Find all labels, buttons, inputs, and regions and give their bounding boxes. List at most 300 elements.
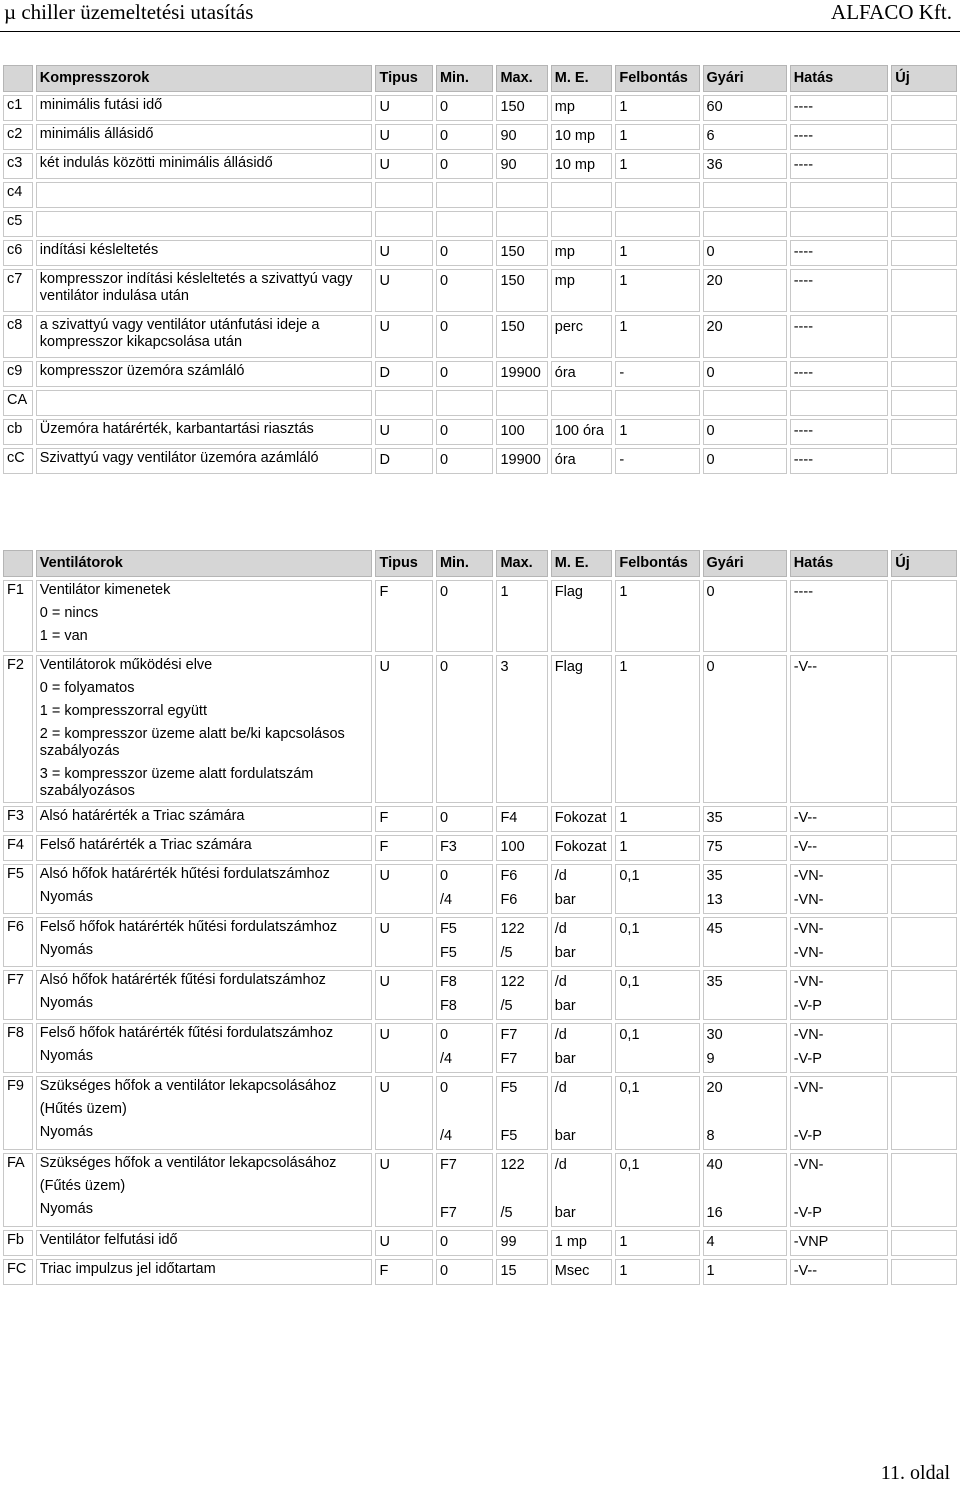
cell-felb: 1 — [615, 124, 699, 150]
table-row — [3, 390, 957, 416]
param-option: Nyomás — [39, 995, 93, 1011]
cell-max: 100 — [496, 835, 547, 861]
cell-hatas: ---- — [790, 315, 889, 358]
cell-gyari: 20 8 — [703, 1076, 787, 1150]
param-code: cC — [3, 448, 33, 474]
cell-hatas: ---- — [790, 448, 889, 474]
cell-me: 10 mp — [551, 124, 613, 150]
cell-gyari: 35 13 — [703, 864, 787, 914]
cell-tipus: U — [375, 419, 432, 445]
table-row — [3, 970, 957, 1020]
param-option: (Hűtés üzem) — [39, 1101, 127, 1117]
cell-hatas: -V-- — [790, 806, 889, 832]
param-code: c7 — [3, 269, 33, 312]
cell-uj — [891, 95, 957, 121]
param-option: 1 = van — [39, 628, 88, 644]
param-label: Felső határérték a Triac számára — [39, 837, 252, 853]
cell-tipus: U — [375, 1023, 432, 1073]
param-description — [36, 448, 373, 474]
table-row — [3, 917, 957, 967]
header-uj: Új — [891, 65, 957, 92]
cell-hatas: ---- — [790, 95, 889, 121]
param-description — [36, 419, 373, 445]
cell-min: 0 — [436, 580, 493, 652]
table-row — [3, 655, 957, 803]
document-title: µ chiller üzemeltetési utasítás — [4, 0, 254, 24]
cell-me: 100 óra — [551, 419, 613, 445]
table-row — [3, 95, 957, 121]
cell-felb: 1 — [615, 240, 699, 266]
cell-hatas: -V-- — [790, 1259, 889, 1285]
cell-min: 0 — [436, 95, 493, 121]
param-description — [36, 1076, 373, 1150]
cell-min — [436, 390, 493, 416]
param-code: c2 — [3, 124, 33, 150]
cell-tipus — [375, 211, 432, 237]
table-row — [3, 1153, 957, 1227]
cell-uj — [891, 1076, 957, 1150]
cell-tipus: U — [375, 1076, 432, 1150]
cell-uj — [891, 917, 957, 967]
cell-hatas: -V-- — [790, 655, 889, 803]
cell-gyari: 6 — [703, 124, 787, 150]
cell-felb: 1 — [615, 655, 699, 803]
cell-me — [551, 211, 613, 237]
cell-tipus: D — [375, 448, 432, 474]
cell-hatas: -VN- -V-P — [790, 1153, 889, 1227]
cell-felb: 1 — [615, 419, 699, 445]
cell-me: óra — [551, 361, 613, 387]
param-label: Üzemóra határérték, karbantartási riasztás — [39, 421, 314, 437]
cell-max — [496, 211, 547, 237]
param-label: Triac impulzus jel időtartam — [39, 1261, 216, 1277]
cell-tipus: F — [375, 806, 432, 832]
param-code: Fb — [3, 1230, 33, 1256]
cell-me: Flag — [551, 580, 613, 652]
cell-felb: 1 — [615, 806, 699, 832]
cell-me: 10 mp — [551, 153, 613, 179]
cell-gyari: 75 — [703, 835, 787, 861]
table-row — [3, 1259, 957, 1285]
param-option: 3 = kompresszor üzeme alatt fordulatszám szabályozásos — [39, 766, 314, 799]
cell-uj — [891, 835, 957, 861]
cell-felb — [615, 182, 699, 208]
cell-uj — [891, 240, 957, 266]
cell-gyari — [703, 390, 787, 416]
param-description — [36, 917, 373, 967]
cell-gyari: 4 — [703, 1230, 787, 1256]
cell-hatas: -VN- -VN- — [790, 917, 889, 967]
param-code: c8 — [3, 315, 33, 358]
param-description — [36, 211, 373, 237]
cell-tipus: U — [375, 269, 432, 312]
cell-hatas: -VNP — [790, 1230, 889, 1256]
cell-gyari: 36 — [703, 153, 787, 179]
cell-uj — [891, 315, 957, 358]
header-code — [3, 550, 33, 577]
cell-uj — [891, 211, 957, 237]
param-code: c1 — [3, 95, 33, 121]
cell-uj — [891, 153, 957, 179]
cell-min: 0 /4 — [436, 1023, 493, 1073]
cell-max: 100 — [496, 419, 547, 445]
cell-felb: 0,1 — [615, 1153, 699, 1227]
cell-felb: 1 — [615, 835, 699, 861]
cell-felb: 0,1 — [615, 917, 699, 967]
cell-me: /d bar — [551, 917, 613, 967]
param-label: minimális állásidő — [39, 126, 154, 142]
cell-uj — [891, 1230, 957, 1256]
param-option: Nyomás — [39, 942, 93, 958]
param-label: kompresszor üzemóra számláló — [39, 363, 245, 379]
cell-felb: 1 — [615, 269, 699, 312]
cell-hatas: ---- — [790, 361, 889, 387]
cell-min — [436, 182, 493, 208]
param-code: F9 — [3, 1076, 33, 1150]
param-option: 1 = kompresszorral együtt — [39, 703, 207, 719]
cell-max: F4 — [496, 806, 547, 832]
cell-uj — [891, 124, 957, 150]
param-description — [36, 1230, 373, 1256]
param-description — [36, 240, 373, 266]
cell-min: 0 — [436, 153, 493, 179]
cell-uj — [891, 448, 957, 474]
header-felb: Felbontás — [615, 550, 699, 577]
cell-tipus: F — [375, 580, 432, 652]
param-label: Alsó hőfok határérték hűtési fordulatszámhoz — [39, 866, 330, 882]
cell-felb: 1 — [615, 315, 699, 358]
param-description — [36, 95, 373, 121]
cell-gyari — [703, 182, 787, 208]
cell-uj — [891, 419, 957, 445]
cell-me: Flag — [551, 655, 613, 803]
cell-felb: 0,1 — [615, 970, 699, 1020]
cell-tipus: U — [375, 970, 432, 1020]
company-name: ALFACO Kft. — [831, 0, 952, 24]
header-min: Min. — [436, 65, 493, 92]
cell-uj — [891, 970, 957, 1020]
header-code — [3, 65, 33, 92]
param-description — [36, 1259, 373, 1285]
param-label: Szükséges hőfok a ventilátor lekapcsolásához — [39, 1155, 337, 1171]
cell-max: 150 — [496, 269, 547, 312]
param-option: 0 = nincs — [39, 605, 99, 621]
param-description — [36, 970, 373, 1020]
param-description — [36, 835, 373, 861]
cell-gyari: 20 — [703, 269, 787, 312]
cell-me: mp — [551, 269, 613, 312]
cell-felb: 0,1 — [615, 1023, 699, 1073]
cell-gyari: 0 — [703, 361, 787, 387]
table-row — [3, 864, 957, 914]
cell-me: /d bar — [551, 970, 613, 1020]
cell-gyari: 20 — [703, 315, 787, 358]
param-code: FC — [3, 1259, 33, 1285]
cell-uj — [891, 269, 957, 312]
cell-gyari — [703, 211, 787, 237]
cell-felb: - — [615, 361, 699, 387]
cell-felb: 1 — [615, 153, 699, 179]
cell-min: 0 — [436, 448, 493, 474]
param-code: cb — [3, 419, 33, 445]
param-code: c3 — [3, 153, 33, 179]
cell-max: 90 — [496, 124, 547, 150]
cell-tipus: U — [375, 655, 432, 803]
param-label: két indulás közötti minimális állásidő — [39, 155, 273, 171]
table-row — [3, 240, 957, 266]
cell-tipus — [375, 390, 432, 416]
fans-table — [0, 547, 960, 1288]
cell-hatas: ---- — [790, 153, 889, 179]
cell-gyari: 60 — [703, 95, 787, 121]
cell-min: 0 — [436, 1259, 493, 1285]
cell-min: 0 — [436, 806, 493, 832]
param-description — [36, 864, 373, 914]
cell-gyari: 45 — [703, 917, 787, 967]
cell-tipus: U — [375, 917, 432, 967]
param-description — [36, 182, 373, 208]
cell-min: 0 /4 — [436, 864, 493, 914]
cell-min: 0 — [436, 361, 493, 387]
cell-gyari: 0 — [703, 580, 787, 652]
cell-tipus: U — [375, 315, 432, 358]
param-description — [36, 124, 373, 150]
cell-tipus: U — [375, 124, 432, 150]
cell-uj — [891, 806, 957, 832]
cell-me: 1 mp — [551, 1230, 613, 1256]
cell-min: F3 — [436, 835, 493, 861]
param-label: Alsó hőfok határérték fűtési fordulatszámhoz — [39, 972, 326, 988]
param-label: Ventilátorok működési elve — [39, 657, 213, 673]
header-max: Max. — [496, 65, 547, 92]
param-label: a szivattyú vagy ventilátor utánfutási ideje a kompresszor kikapcsolása után — [39, 317, 320, 350]
param-option: Nyomás — [39, 1124, 93, 1140]
cell-hatas: -VN- -V-P — [790, 1023, 889, 1073]
header-label: Ventilátorok — [36, 550, 373, 577]
cell-felb: 1 — [615, 1230, 699, 1256]
cell-hatas: -VN- -VN- — [790, 864, 889, 914]
cell-max: 3 — [496, 655, 547, 803]
cell-uj — [891, 182, 957, 208]
table-row — [3, 1023, 957, 1073]
param-code: c4 — [3, 182, 33, 208]
param-code: F7 — [3, 970, 33, 1020]
cell-min: 0 — [436, 655, 493, 803]
table-row — [3, 124, 957, 150]
cell-felb — [615, 211, 699, 237]
header-rule — [0, 31, 960, 32]
param-label: Felső hőfok határérték hűtési fordulatszámhoz — [39, 919, 338, 935]
cell-max: 122 /5 — [496, 1153, 547, 1227]
cell-max: 19900 — [496, 448, 547, 474]
param-description — [36, 580, 373, 652]
cell-tipus: U — [375, 864, 432, 914]
cell-max: 15 — [496, 1259, 547, 1285]
header-label: Kompresszorok — [36, 65, 373, 92]
cell-me: mp — [551, 95, 613, 121]
param-code: F2 — [3, 655, 33, 803]
cell-gyari: 35 — [703, 806, 787, 832]
param-description — [36, 315, 373, 358]
cell-me: óra — [551, 448, 613, 474]
param-option: Nyomás — [39, 889, 93, 905]
cell-max: 150 — [496, 95, 547, 121]
table-row — [3, 1230, 957, 1256]
cell-me: perc — [551, 315, 613, 358]
cell-max: 19900 — [496, 361, 547, 387]
compressors-table — [0, 62, 960, 477]
table-row — [3, 182, 957, 208]
cell-tipus: U — [375, 95, 432, 121]
cell-min: 0 /4 — [436, 1076, 493, 1150]
table-row — [3, 211, 957, 237]
cell-max: 1 — [496, 580, 547, 652]
cell-me — [551, 182, 613, 208]
cell-max: 99 — [496, 1230, 547, 1256]
table-row — [3, 315, 957, 358]
cell-tipus: U — [375, 153, 432, 179]
cell-max: F6 F6 — [496, 864, 547, 914]
cell-tipus: F — [375, 835, 432, 861]
header-me: M. E. — [551, 550, 613, 577]
cell-gyari: 30 9 — [703, 1023, 787, 1073]
cell-max: 90 — [496, 153, 547, 179]
cell-hatas: -VN- -V-P — [790, 1076, 889, 1150]
param-option: Nyomás — [39, 1201, 93, 1217]
cell-gyari: 0 — [703, 419, 787, 445]
cell-tipus: F — [375, 1259, 432, 1285]
cell-me: mp — [551, 240, 613, 266]
cell-tipus: U — [375, 240, 432, 266]
cell-hatas — [790, 182, 889, 208]
cell-uj — [891, 1023, 957, 1073]
param-code: c6 — [3, 240, 33, 266]
param-description — [36, 153, 373, 179]
param-code: F8 — [3, 1023, 33, 1073]
cell-tipus: U — [375, 1230, 432, 1256]
cell-max — [496, 390, 547, 416]
param-code: F1 — [3, 580, 33, 652]
cell-max: F5 F5 — [496, 1076, 547, 1150]
param-code: F3 — [3, 806, 33, 832]
param-description — [36, 1153, 373, 1227]
cell-min: 0 — [436, 269, 493, 312]
cell-min: F8 F8 — [436, 970, 493, 1020]
cell-uj — [891, 864, 957, 914]
cell-uj — [891, 1153, 957, 1227]
cell-tipus — [375, 182, 432, 208]
cell-max: 122 /5 — [496, 917, 547, 967]
cell-min: 0 — [436, 419, 493, 445]
table-row — [3, 1076, 957, 1150]
cell-gyari: 1 — [703, 1259, 787, 1285]
cell-me: Msec — [551, 1259, 613, 1285]
cell-min: 0 — [436, 240, 493, 266]
cell-felb: 1 — [615, 580, 699, 652]
cell-uj — [891, 1259, 957, 1285]
page-header — [0, 0, 960, 30]
param-description — [36, 269, 373, 312]
cell-max: 150 — [496, 315, 547, 358]
page-number: 11. oldal — [880, 1462, 950, 1484]
param-option: Nyomás — [39, 1048, 93, 1064]
cell-me: /d bar — [551, 1076, 613, 1150]
param-code: c5 — [3, 211, 33, 237]
cell-hatas: ---- — [790, 419, 889, 445]
param-code: F6 — [3, 917, 33, 967]
cell-gyari: 0 — [703, 240, 787, 266]
cell-felb: 1 — [615, 1259, 699, 1285]
header-hatas: Hatás — [790, 550, 889, 577]
cell-gyari: 35 — [703, 970, 787, 1020]
table-row — [3, 361, 957, 387]
header-min: Min. — [436, 550, 493, 577]
param-label: Ventilátor felfutási idő — [39, 1232, 178, 1248]
header-hatas: Hatás — [790, 65, 889, 92]
cell-min: F7 F7 — [436, 1153, 493, 1227]
param-label: Felső hőfok határérték fűtési fordulatszámhoz — [39, 1025, 334, 1041]
param-code: c9 — [3, 361, 33, 387]
cell-uj — [891, 361, 957, 387]
cell-felb — [615, 390, 699, 416]
header-tipus: Tipus — [375, 65, 432, 92]
param-option: (Fűtés üzem) — [39, 1178, 126, 1194]
param-description — [36, 655, 373, 803]
cell-hatas: -V-- — [790, 835, 889, 861]
header-felb: Felbontás — [615, 65, 699, 92]
param-description — [36, 390, 373, 416]
param-label: kompresszor indítási késleltetés a szivattyú vagy ventilátor indulása után — [39, 271, 353, 304]
cell-me: /d bar — [551, 1153, 613, 1227]
table-row — [3, 448, 957, 474]
table-row — [3, 806, 957, 832]
cell-max: 150 — [496, 240, 547, 266]
cell-hatas: ---- — [790, 269, 889, 312]
param-label: indítási késleltetés — [39, 242, 159, 258]
header-me: M. E. — [551, 65, 613, 92]
header-gyari: Gyári — [703, 550, 787, 577]
cell-felb: - — [615, 448, 699, 474]
table-row — [3, 580, 957, 652]
header-gyari: Gyári — [703, 65, 787, 92]
cell-max: F7 F7 — [496, 1023, 547, 1073]
param-description — [36, 361, 373, 387]
cell-felb: 0,1 — [615, 1076, 699, 1150]
cell-min: F5 F5 — [436, 917, 493, 967]
cell-min: 0 — [436, 315, 493, 358]
cell-me: /d bar — [551, 864, 613, 914]
cell-hatas — [790, 390, 889, 416]
cell-min: 0 — [436, 124, 493, 150]
table-row — [3, 419, 957, 445]
param-label: Ventilátor kimenetek — [39, 582, 171, 598]
cell-me: /d bar — [551, 1023, 613, 1073]
header-uj: Új — [891, 550, 957, 577]
cell-hatas: ---- — [790, 240, 889, 266]
cell-felb: 1 — [615, 95, 699, 121]
param-label: Szükséges hőfok a ventilátor lekapcsolásához — [39, 1078, 337, 1094]
cell-min — [436, 211, 493, 237]
param-label: Szivattyú vagy ventilátor üzemóra azámláló — [39, 450, 319, 466]
cell-hatas: ---- — [790, 124, 889, 150]
param-code: F5 — [3, 864, 33, 914]
cell-felb: 0,1 — [615, 864, 699, 914]
cell-uj — [891, 580, 957, 652]
param-label: Alsó határérték a Triac számára — [39, 808, 245, 824]
table-row — [3, 153, 957, 179]
cell-hatas: ---- — [790, 580, 889, 652]
cell-min: 0 — [436, 1230, 493, 1256]
